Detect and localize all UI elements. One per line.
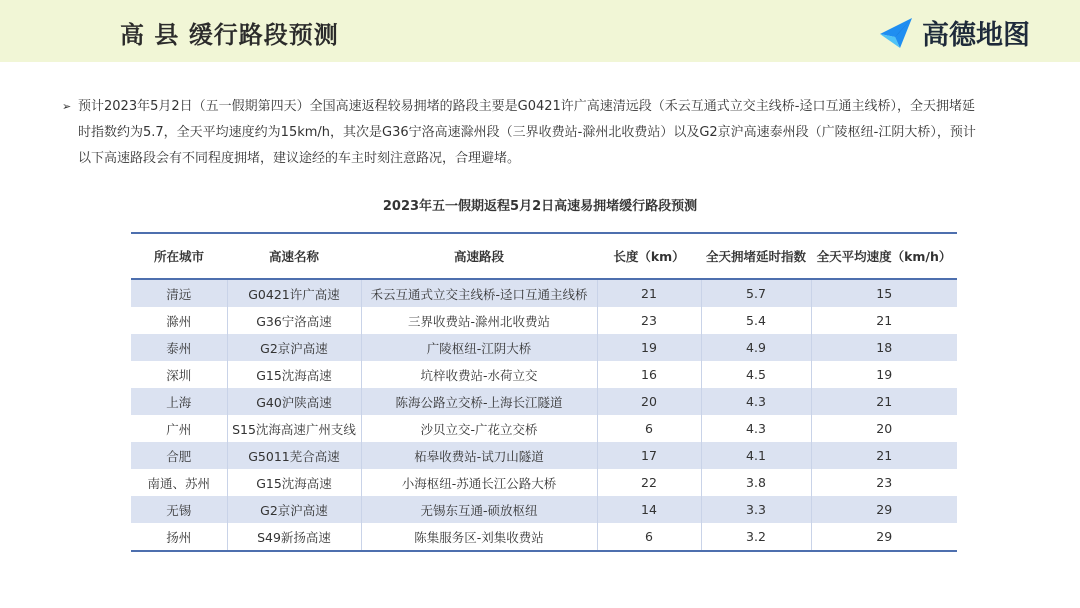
cell-length: 19: [597, 334, 701, 361]
cell-avg-speed: 21: [811, 307, 957, 334]
cell-city: 上海: [131, 388, 227, 415]
cell-delay-index: 4.5: [701, 361, 811, 388]
cell-highway-section: 广陵枢纽-江阴大桥: [361, 334, 597, 361]
cell-city: 泰州: [131, 334, 227, 361]
cell-highway-name: G2京沪高速: [227, 334, 361, 361]
header-highway-name: 高速名称: [227, 233, 361, 279]
cell-avg-speed: 20: [811, 415, 957, 442]
table-row: [131, 307, 957, 334]
cell-delay-index: 3.2: [701, 523, 811, 551]
table-row: [131, 469, 957, 496]
header-city: 所在城市: [131, 233, 227, 279]
cell-avg-speed: 18: [811, 334, 957, 361]
page-title: 高 县 缓行路段预测: [120, 21, 339, 49]
bullet-arrow-icon: ➢: [62, 100, 72, 113]
amap-logo: [876, 12, 1030, 52]
cell-highway-name: G15沈海高速: [227, 361, 361, 388]
logo-text: 高德地图: [922, 19, 1030, 51]
cell-avg-speed: 15: [811, 279, 957, 307]
cell-delay-index: 5.4: [701, 307, 811, 334]
cell-highway-section: 小海枢纽-苏通长江公路大桥: [361, 469, 597, 496]
cell-highway-name: G36宁洛高速: [227, 307, 361, 334]
header-length: 长度（km）: [597, 233, 701, 279]
cell-avg-speed: 21: [811, 442, 957, 469]
cell-highway-name: G15沈海高速: [227, 469, 361, 496]
cell-length: 23: [597, 307, 701, 334]
header-banner: [0, 0, 1080, 62]
cell-highway-section: 陈海公路立交桥-上海长江隧道: [361, 388, 597, 415]
cell-avg-speed: 29: [811, 496, 957, 523]
table-row: [131, 279, 957, 307]
table-row: [131, 361, 957, 388]
cell-avg-speed: 29: [811, 523, 957, 551]
cell-highway-name: G5011芜合高速: [227, 442, 361, 469]
cell-city: 合肥: [131, 442, 227, 469]
summary-text: 预计2023年5月2日（五一假期第四天）全国高速返程较易拥堵的路段主要是G0421许广高速清远段（禾云互通式立交主线桥-迳口互通主线桥），全天拥堵延时指数约为5.7，全天平均速度约为15km/h，其次是G36宁洛高速滁州段（三界收费站-滁州北收费站）以及G2京沪高速泰州段（广陵枢纽-江阴大桥），预计以下高速路段会有不同程度拥堵，建议途经的车主时刻注意路况，合理避堵。: [78, 99, 976, 166]
table-header-row: [131, 233, 957, 279]
cell-delay-index: 3.8: [701, 469, 811, 496]
cell-length: 6: [597, 523, 701, 551]
table-row: [131, 415, 957, 442]
cell-city: 广州: [131, 415, 227, 442]
table-title: 2023年五一假期返程5月2日高速易拥堵缓行路段预测: [382, 199, 698, 214]
cell-highway-name: G0421许广高速: [227, 279, 361, 307]
cell-length: 20: [597, 388, 701, 415]
cell-highway-name: G2京沪高速: [227, 496, 361, 523]
cell-avg-speed: 23: [811, 469, 957, 496]
cell-highway-name: S49新扬高速: [227, 523, 361, 551]
table-row: [131, 496, 957, 523]
summary-paragraph: [62, 94, 982, 172]
cell-delay-index: 4.3: [701, 415, 811, 442]
cell-delay-index: 4.9: [701, 334, 811, 361]
cell-length: 22: [597, 469, 701, 496]
cell-highway-section: 陈集服务区-刘集收费站: [361, 523, 597, 551]
cell-city: 滁州: [131, 307, 227, 334]
cell-city: 无锡: [131, 496, 227, 523]
cell-length: 16: [597, 361, 701, 388]
cell-highway-name: S15沈海高速广州支线: [227, 415, 361, 442]
header-avg-speed: 全天平均速度（km/h）: [811, 233, 957, 279]
cell-city: 南通、苏州: [131, 469, 227, 496]
cell-highway-section: 三界收费站-滁州北收费站: [361, 307, 597, 334]
cell-highway-section: 无锡东互通-硕放枢纽: [361, 496, 597, 523]
cell-avg-speed: 19: [811, 361, 957, 388]
table-row: [131, 388, 957, 415]
cell-avg-speed: 21: [811, 388, 957, 415]
cell-highway-section: 柘皋收费站-试刀山隧道: [361, 442, 597, 469]
header-highway-section: 高速路段: [361, 233, 597, 279]
cell-highway-section: 禾云互通式立交主线桥-迳口互通主线桥: [361, 279, 597, 307]
header-delay-index: 全天拥堵延时指数: [701, 233, 811, 279]
table-row: [131, 334, 957, 361]
cell-delay-index: 3.3: [701, 496, 811, 523]
cell-highway-section: 坑梓收费站-水荷立交: [361, 361, 597, 388]
cell-length: 21: [597, 279, 701, 307]
table-row: [131, 523, 957, 551]
cell-length: 14: [597, 496, 701, 523]
cell-highway-section: 沙贝立交-广花立交桥: [361, 415, 597, 442]
cell-highway-name: G40沪陕高速: [227, 388, 361, 415]
navigation-arrow-icon: [876, 12, 916, 52]
cell-delay-index: 4.3: [701, 388, 811, 415]
cell-length: 6: [597, 415, 701, 442]
table-row: [131, 442, 957, 469]
congestion-table: [131, 232, 957, 552]
cell-city: 深圳: [131, 361, 227, 388]
cell-city: 扬州: [131, 523, 227, 551]
cell-delay-index: 4.1: [701, 442, 811, 469]
cell-city: 清远: [131, 279, 227, 307]
cell-delay-index: 5.7: [701, 279, 811, 307]
cell-length: 17: [597, 442, 701, 469]
